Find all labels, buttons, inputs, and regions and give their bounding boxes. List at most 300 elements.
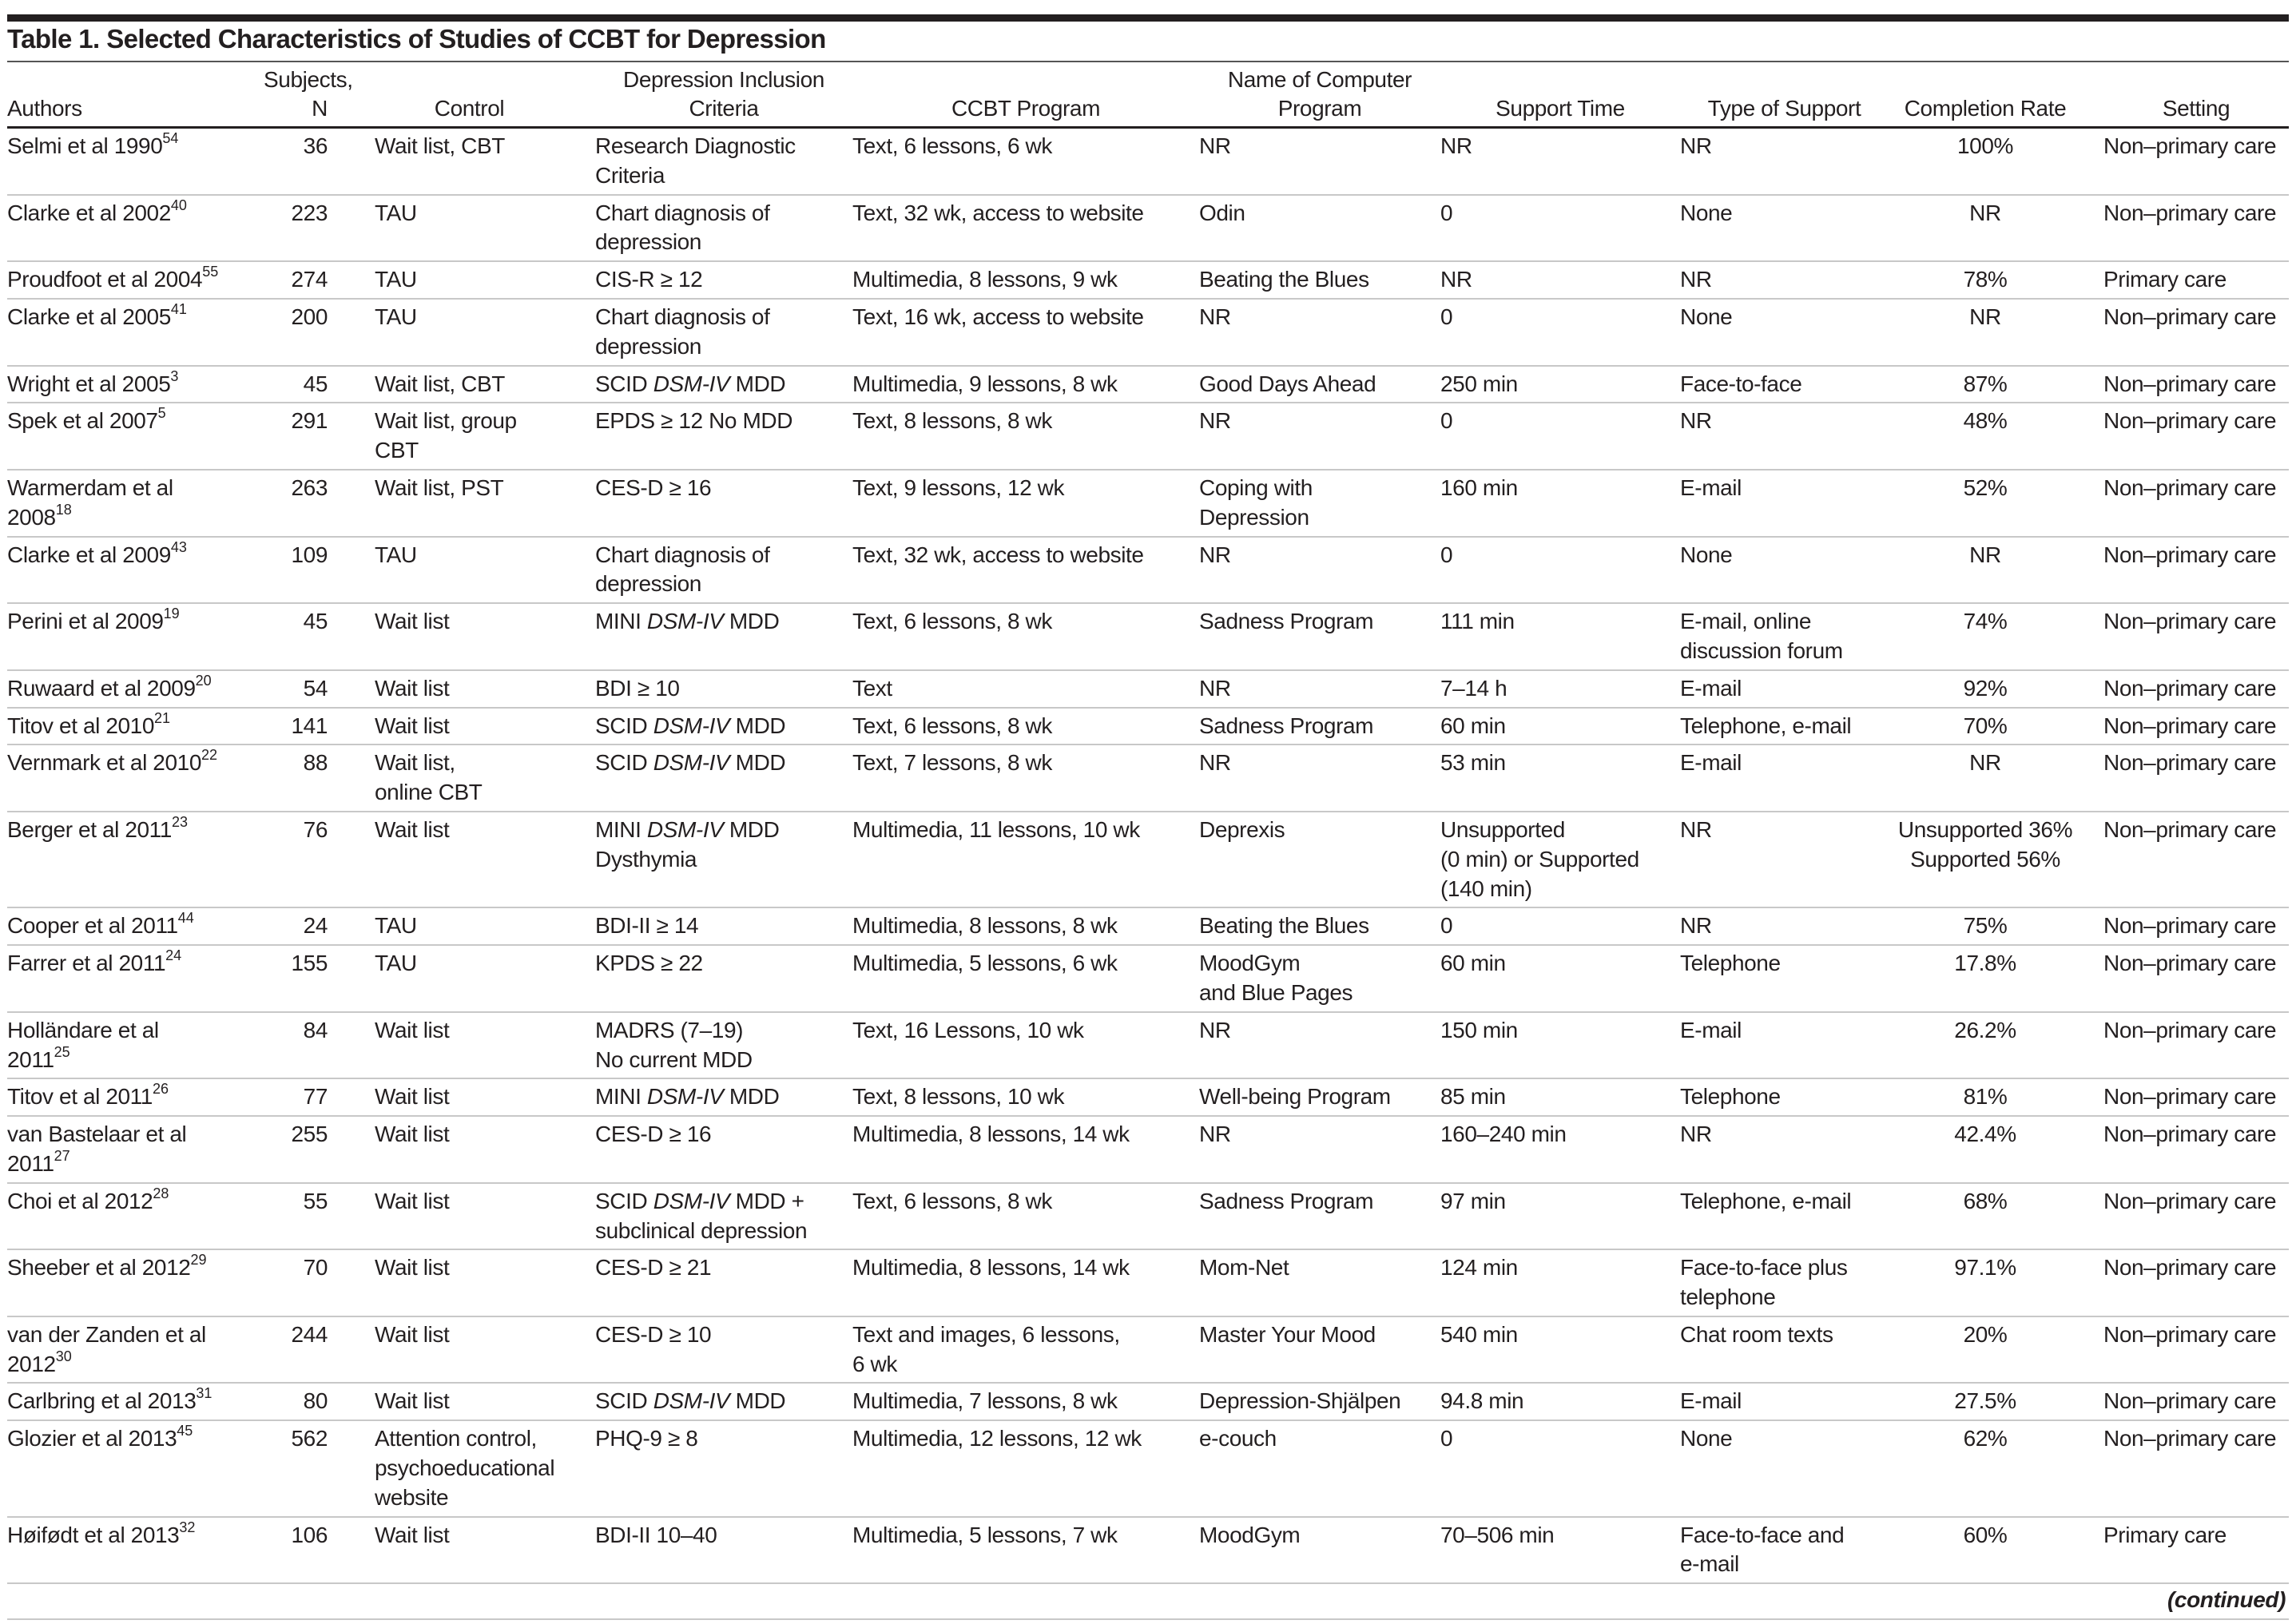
table-row <box>7 195 2289 262</box>
completion-cell <box>1889 470 2082 537</box>
subjects-n: 255 <box>291 1122 328 1147</box>
completion-cell <box>1889 1249 2082 1316</box>
author-cell <box>7 1116 264 1183</box>
control-text: TAU <box>375 913 417 939</box>
criteria-text: SCID <box>595 713 653 738</box>
control-text: TAU <box>375 304 417 329</box>
program-text: Text, 32 wk, access to website <box>852 542 1144 567</box>
criteria-italic: DSM-IV <box>653 1188 730 1213</box>
completion-rate: 27.5% <box>1954 1388 2016 1414</box>
support-type: E-mail <box>1680 1388 1742 1414</box>
subjects-n: 70 <box>303 1255 328 1281</box>
author-cell <box>7 708 264 745</box>
program-name: Coping with Depression <box>1199 474 1313 530</box>
author-cell <box>7 1517 264 1584</box>
program-cell <box>852 708 1199 745</box>
program-name-cell <box>1199 128 1440 195</box>
program-text: Text <box>852 675 892 701</box>
criteria-text-after: MDD <box>723 1084 780 1110</box>
control-text: Wait list <box>375 1122 450 1147</box>
author-name: Clarke et al 2005 <box>7 304 171 329</box>
subjects-n: 36 <box>303 133 328 158</box>
control-text: Wait list <box>375 816 450 842</box>
subjects-cell <box>264 195 328 262</box>
completion-cell <box>1889 1383 2082 1420</box>
support-time: 160–240 min <box>1440 1122 1567 1147</box>
setting-cell <box>2082 1420 2289 1516</box>
control-cell <box>328 907 595 945</box>
support-type: E-mail <box>1680 474 1742 500</box>
continued-note: (continued) <box>7 1583 2289 1619</box>
program-name-cell <box>1199 1012 1440 1079</box>
support-time: 160 min <box>1440 474 1518 500</box>
criteria-text: EPDS ≥ 12 No MDD <box>595 408 793 434</box>
program-text: Multimedia, 8 lessons, 14 wk <box>852 1255 1130 1281</box>
criteria-text: BDI-II ≥ 14 <box>595 913 699 939</box>
subjects-cell <box>264 812 328 907</box>
program-name-cell <box>1199 670 1440 708</box>
criteria-italic: DSM-IV <box>653 1388 730 1414</box>
completion-cell <box>1889 299 2082 366</box>
setting-cell <box>2082 366 2289 403</box>
program-name: NR <box>1199 408 1231 434</box>
control-text: Wait list, online CBT <box>375 750 483 805</box>
support-type: E-mail <box>1680 1017 1742 1042</box>
support-type-cell <box>1680 708 1889 745</box>
setting-text: Non–primary care <box>2103 1122 2277 1147</box>
program-name: Sadness Program <box>1199 1188 1374 1213</box>
author-cell <box>7 907 264 945</box>
table-row <box>7 907 2289 945</box>
reference-number: 25 <box>54 1043 70 1060</box>
program-name-cell <box>1199 945 1440 1012</box>
support-time: NR <box>1440 267 1472 292</box>
control-cell <box>328 1116 595 1183</box>
support-type: None <box>1680 542 1733 567</box>
program-text: Multimedia, 5 lessons, 6 wk <box>852 951 1118 976</box>
program-name: NR <box>1199 1017 1231 1042</box>
completion-cell <box>1889 261 2082 299</box>
setting-cell <box>2082 670 2289 708</box>
author-cell <box>7 1316 264 1384</box>
control-cell <box>328 708 595 745</box>
author-name: Carlbring et al 2013 <box>7 1388 197 1414</box>
criteria-text-after: MDD <box>729 750 786 776</box>
control-cell <box>328 603 595 670</box>
setting-cell <box>2082 1116 2289 1183</box>
criteria-italic: DSM-IV <box>646 609 724 634</box>
author-name: van Bastelaar et al 2011 <box>7 1122 187 1176</box>
subjects-n: 80 <box>303 1388 328 1414</box>
program-name-cell <box>1199 470 1440 537</box>
program-name: NR <box>1199 750 1231 776</box>
support-time-cell <box>1440 708 1680 745</box>
author-name: Titov et al 2010 <box>7 713 155 738</box>
setting-text: Non–primary care <box>2103 371 2277 396</box>
criteria-cell <box>595 1078 852 1116</box>
setting-cell <box>2082 708 2289 745</box>
support-type-cell <box>1680 470 1889 537</box>
author-name: Clarke et al 2009 <box>7 542 171 567</box>
completion-rate: Unsupported 36% Supported 56% <box>1897 816 2073 872</box>
control-text: TAU <box>375 542 417 567</box>
setting-text: Non–primary care <box>2103 200 2277 225</box>
author-name: Vernmark et al 2010 <box>7 750 201 776</box>
program-name: Deprexis <box>1199 816 1285 842</box>
subjects-n: 244 <box>291 1321 328 1347</box>
completion-cell <box>1889 1517 2082 1584</box>
setting-text: Non–primary care <box>2103 1017 2277 1042</box>
subjects-n: 55 <box>303 1188 328 1213</box>
control-cell <box>328 1517 595 1584</box>
support-type: NR <box>1680 1122 1712 1147</box>
support-time: 0 <box>1440 913 1453 939</box>
support-time-cell <box>1440 537 1680 604</box>
support-time-cell <box>1440 299 1680 366</box>
author-cell <box>7 670 264 708</box>
completion-rate: 78% <box>1963 267 2008 292</box>
subjects-n: 274 <box>291 267 328 292</box>
program-name-cell <box>1199 537 1440 604</box>
completion-cell <box>1889 366 2082 403</box>
support-time-cell <box>1440 195 1680 262</box>
table-row <box>7 744 2289 812</box>
criteria-cell <box>595 195 852 262</box>
setting-text: Non–primary care <box>2103 474 2277 500</box>
setting-text: Non–primary care <box>2103 1388 2277 1414</box>
support-type: NR <box>1680 408 1712 434</box>
reference-number: 22 <box>201 747 218 764</box>
author-cell <box>7 470 264 537</box>
control-cell <box>328 945 595 1012</box>
control-cell <box>328 670 595 708</box>
program-cell <box>852 1012 1199 1079</box>
header-criteria: Depression Inclusion Criteria <box>595 64 852 128</box>
criteria-italic: DSM-IV <box>646 816 724 842</box>
setting-cell <box>2082 1517 2289 1584</box>
reference-number: 19 <box>163 606 180 622</box>
author-name: Ruwaard et al 2009 <box>7 675 196 701</box>
subjects-n: 77 <box>303 1084 328 1110</box>
subjects-cell <box>264 1078 328 1116</box>
program-name: Odin <box>1199 200 1245 225</box>
author-cell <box>7 1078 264 1116</box>
program-text: Multimedia, 11 lessons, 10 wk <box>852 816 1140 842</box>
criteria-text: CIS-R ≥ 12 <box>595 267 703 292</box>
control-text: Wait list <box>375 1388 450 1414</box>
program-cell <box>852 261 1199 299</box>
criteria-text: MADRS (7–19) No current MDD <box>595 1017 753 1072</box>
setting-text: Non–primary care <box>2103 1321 2277 1347</box>
criteria-cell <box>595 1517 852 1584</box>
author-name: Holländare et al 2011 <box>7 1017 159 1072</box>
support-type-cell <box>1680 945 1889 1012</box>
program-name: Good Days Ahead <box>1199 371 1376 396</box>
setting-text: Non–primary care <box>2103 1426 2277 1451</box>
completion-rate: 52% <box>1963 474 2008 500</box>
program-name: Mom-Net <box>1199 1255 1289 1281</box>
setting-text: Non–primary care <box>2103 133 2277 158</box>
program-text: Text, 8 lessons, 10 wk <box>852 1084 1065 1110</box>
support-time-cell <box>1440 1316 1680 1384</box>
setting-cell <box>2082 744 2289 812</box>
subjects-cell <box>264 261 328 299</box>
program-cell <box>852 1116 1199 1183</box>
program-cell <box>852 945 1199 1012</box>
criteria-cell <box>595 1012 852 1079</box>
setting-text: Non–primary care <box>2103 675 2277 701</box>
subjects-n: 45 <box>303 371 328 396</box>
support-time: 85 min <box>1440 1084 1506 1110</box>
control-text: Wait list <box>375 675 450 701</box>
program-name-cell <box>1199 1249 1440 1316</box>
reference-number: 40 <box>170 197 187 213</box>
support-time: 150 min <box>1440 1017 1518 1042</box>
author-name: Perini et al 2009 <box>7 609 164 634</box>
program-text: Text, 8 lessons, 8 wk <box>852 408 1052 434</box>
table-row <box>7 708 2289 745</box>
control-text: Wait list <box>375 1522 450 1547</box>
header-program: CCBT Program <box>852 64 1199 128</box>
setting-text: Non–primary care <box>2103 951 2277 976</box>
criteria-text-after: MDD Dysthymia <box>595 816 780 872</box>
reference-number: 28 <box>153 1185 169 1201</box>
subjects-cell <box>264 470 328 537</box>
reference-number: 41 <box>170 300 187 317</box>
reference-number: 44 <box>177 910 194 927</box>
program-cell <box>852 1517 1199 1584</box>
support-type-cell <box>1680 299 1889 366</box>
support-time-cell <box>1440 1116 1680 1183</box>
subjects-n: 106 <box>291 1522 328 1547</box>
support-type-cell <box>1680 1517 1889 1584</box>
reference-number: 45 <box>177 1423 193 1439</box>
setting-text: Primary care <box>2103 1522 2226 1547</box>
reference-number: 26 <box>152 1081 169 1098</box>
criteria-text-after: MDD <box>729 1388 786 1414</box>
completion-rate: 60% <box>1963 1522 2008 1547</box>
author-name: Sheeber et al 2012 <box>7 1255 191 1281</box>
control-cell <box>328 1383 595 1420</box>
author-cell <box>7 195 264 262</box>
criteria-text: CES-D ≥ 10 <box>595 1321 712 1347</box>
control-text: Wait list, group CBT <box>375 408 517 463</box>
support-time: Unsupported (0 min) or Supported (140 min) <box>1440 816 1639 901</box>
header-authors: Authors <box>7 64 264 128</box>
completion-cell <box>1889 670 2082 708</box>
characteristics-table <box>7 64 2289 1620</box>
criteria-cell <box>595 537 852 604</box>
author-cell <box>7 403 264 470</box>
reference-number: 21 <box>154 709 171 726</box>
program-text: Text, 32 wk, access to website <box>852 200 1144 225</box>
criteria-cell <box>595 708 852 745</box>
completion-rate: 70% <box>1963 713 2008 738</box>
control-text: Wait list <box>375 1255 450 1281</box>
reference-number: 5 <box>157 405 166 422</box>
support-type-cell <box>1680 744 1889 812</box>
program-text: Multimedia, 8 lessons, 8 wk <box>852 913 1118 939</box>
control-text: Wait list <box>375 1321 450 1347</box>
reference-number: 27 <box>54 1147 70 1164</box>
support-time-cell <box>1440 1183 1680 1250</box>
control-cell <box>328 470 595 537</box>
subjects-cell <box>264 907 328 945</box>
support-time-cell <box>1440 1383 1680 1420</box>
subjects-n: 223 <box>291 200 328 225</box>
table-row <box>7 945 2289 1012</box>
subjects-cell <box>264 1249 328 1316</box>
subjects-n: 200 <box>291 304 328 329</box>
setting-cell <box>2082 945 2289 1012</box>
control-cell <box>328 128 595 195</box>
header-completion: Completion Rate <box>1889 64 2082 128</box>
setting-text: Non–primary care <box>2103 304 2277 329</box>
criteria-cell <box>595 670 852 708</box>
support-type-cell <box>1680 1183 1889 1250</box>
program-text: Multimedia, 9 lessons, 8 wk <box>852 371 1118 396</box>
subjects-cell <box>264 744 328 812</box>
criteria-cell <box>595 907 852 945</box>
completion-rate: NR <box>1969 304 2001 329</box>
program-name-cell <box>1199 1383 1440 1420</box>
control-cell <box>328 195 595 262</box>
subjects-cell <box>264 603 328 670</box>
program-text: Multimedia, 7 lessons, 8 wk <box>852 1388 1118 1414</box>
control-cell <box>328 299 595 366</box>
control-text: Attention control, psychoeducational website <box>375 1426 555 1510</box>
criteria-text: SCID <box>595 1188 653 1213</box>
support-type: NR <box>1680 267 1712 292</box>
support-time-cell <box>1440 744 1680 812</box>
support-type-cell <box>1680 537 1889 604</box>
setting-text: Non–primary care <box>2103 913 2277 939</box>
support-time: 0 <box>1440 1426 1453 1451</box>
completion-cell <box>1889 403 2082 470</box>
program-text: Text, 6 lessons, 8 wk <box>852 1188 1052 1213</box>
table-row <box>7 1249 2289 1316</box>
setting-text: Non–primary care <box>2103 816 2277 842</box>
author-cell <box>7 366 264 403</box>
setting-cell <box>2082 195 2289 262</box>
support-type: None <box>1680 304 1733 329</box>
criteria-text: SCID <box>595 750 653 776</box>
program-cell <box>852 603 1199 670</box>
support-type-cell <box>1680 195 1889 262</box>
completion-cell <box>1889 907 2082 945</box>
completion-cell <box>1889 945 2082 1012</box>
control-cell <box>328 1078 595 1116</box>
completion-rate: 26.2% <box>1954 1017 2016 1042</box>
criteria-cell <box>595 812 852 907</box>
program-cell <box>852 366 1199 403</box>
support-type: NR <box>1680 913 1712 939</box>
control-text: Wait list, CBT <box>375 133 505 158</box>
setting-cell <box>2082 603 2289 670</box>
program-cell <box>852 670 1199 708</box>
header-support-type: Type of Support <box>1680 64 1889 128</box>
table-row <box>7 1183 2289 1250</box>
setting-cell <box>2082 403 2289 470</box>
support-type: Telephone <box>1680 1084 1781 1110</box>
control-text: TAU <box>375 200 417 225</box>
author-name: Selmi et al 1990 <box>7 133 163 158</box>
program-cell <box>852 1249 1199 1316</box>
criteria-cell <box>595 1183 852 1250</box>
table-row <box>7 299 2289 366</box>
setting-cell <box>2082 128 2289 195</box>
setting-cell <box>2082 1012 2289 1079</box>
criteria-italic: DSM-IV <box>653 371 730 396</box>
table-title: Table 1. Selected Characteristics of Studies of CCBT for Depression <box>7 24 826 54</box>
subjects-cell <box>264 1116 328 1183</box>
author-cell <box>7 261 264 299</box>
author-cell <box>7 945 264 1012</box>
subjects-cell <box>264 670 328 708</box>
criteria-cell <box>595 603 852 670</box>
subjects-cell <box>264 1012 328 1079</box>
support-type: Face-to-face plus telephone <box>1680 1255 1848 1310</box>
subjects-cell <box>264 1316 328 1384</box>
author-cell <box>7 1383 264 1420</box>
program-name-cell <box>1199 1316 1440 1384</box>
program-name-cell <box>1199 907 1440 945</box>
criteria-cell <box>595 744 852 812</box>
subjects-cell <box>264 403 328 470</box>
subjects-n: 562 <box>291 1426 328 1451</box>
program-name-cell <box>1199 812 1440 907</box>
table-row <box>7 1383 2289 1420</box>
control-cell <box>328 261 595 299</box>
table-row <box>7 128 2289 195</box>
support-type: E-mail <box>1680 750 1742 776</box>
author-cell <box>7 1012 264 1079</box>
criteria-cell <box>595 470 852 537</box>
criteria-italic: DSM-IV <box>653 750 730 776</box>
support-time: 60 min <box>1440 713 1506 738</box>
reference-number: 30 <box>55 1348 72 1364</box>
author-name: van der Zanden et al 2012 <box>7 1321 206 1376</box>
reference-number: 24 <box>165 947 182 964</box>
support-type-cell <box>1680 261 1889 299</box>
program-name: Master Your Mood <box>1199 1321 1376 1347</box>
support-type: Face-to-face <box>1680 371 1802 396</box>
criteria-text: KPDS ≥ 22 <box>595 951 703 976</box>
table-row <box>7 1078 2289 1116</box>
program-name: MoodGym and Blue Pages <box>1199 951 1353 1005</box>
criteria-text: CES-D ≥ 21 <box>595 1255 712 1281</box>
subjects-cell <box>264 1517 328 1584</box>
setting-cell <box>2082 1078 2289 1116</box>
program-cell <box>852 1316 1199 1384</box>
control-text: Wait list, PST <box>375 474 504 500</box>
criteria-text: SCID <box>595 371 653 396</box>
support-time: 0 <box>1440 304 1453 329</box>
setting-cell <box>2082 470 2289 537</box>
completion-rate: 42.4% <box>1954 1122 2016 1147</box>
completion-cell <box>1889 1012 2082 1079</box>
table-row <box>7 1116 2289 1183</box>
table-row <box>7 261 2289 299</box>
program-text: Text, 9 lessons, 12 wk <box>852 474 1065 500</box>
table-row <box>7 1316 2289 1384</box>
completion-cell <box>1889 1316 2082 1384</box>
control-cell <box>328 1012 595 1079</box>
header-program-name: Name of Computer Program <box>1199 64 1440 128</box>
criteria-cell <box>595 945 852 1012</box>
support-time-cell <box>1440 812 1680 907</box>
program-text: Multimedia, 8 lessons, 9 wk <box>852 267 1118 292</box>
